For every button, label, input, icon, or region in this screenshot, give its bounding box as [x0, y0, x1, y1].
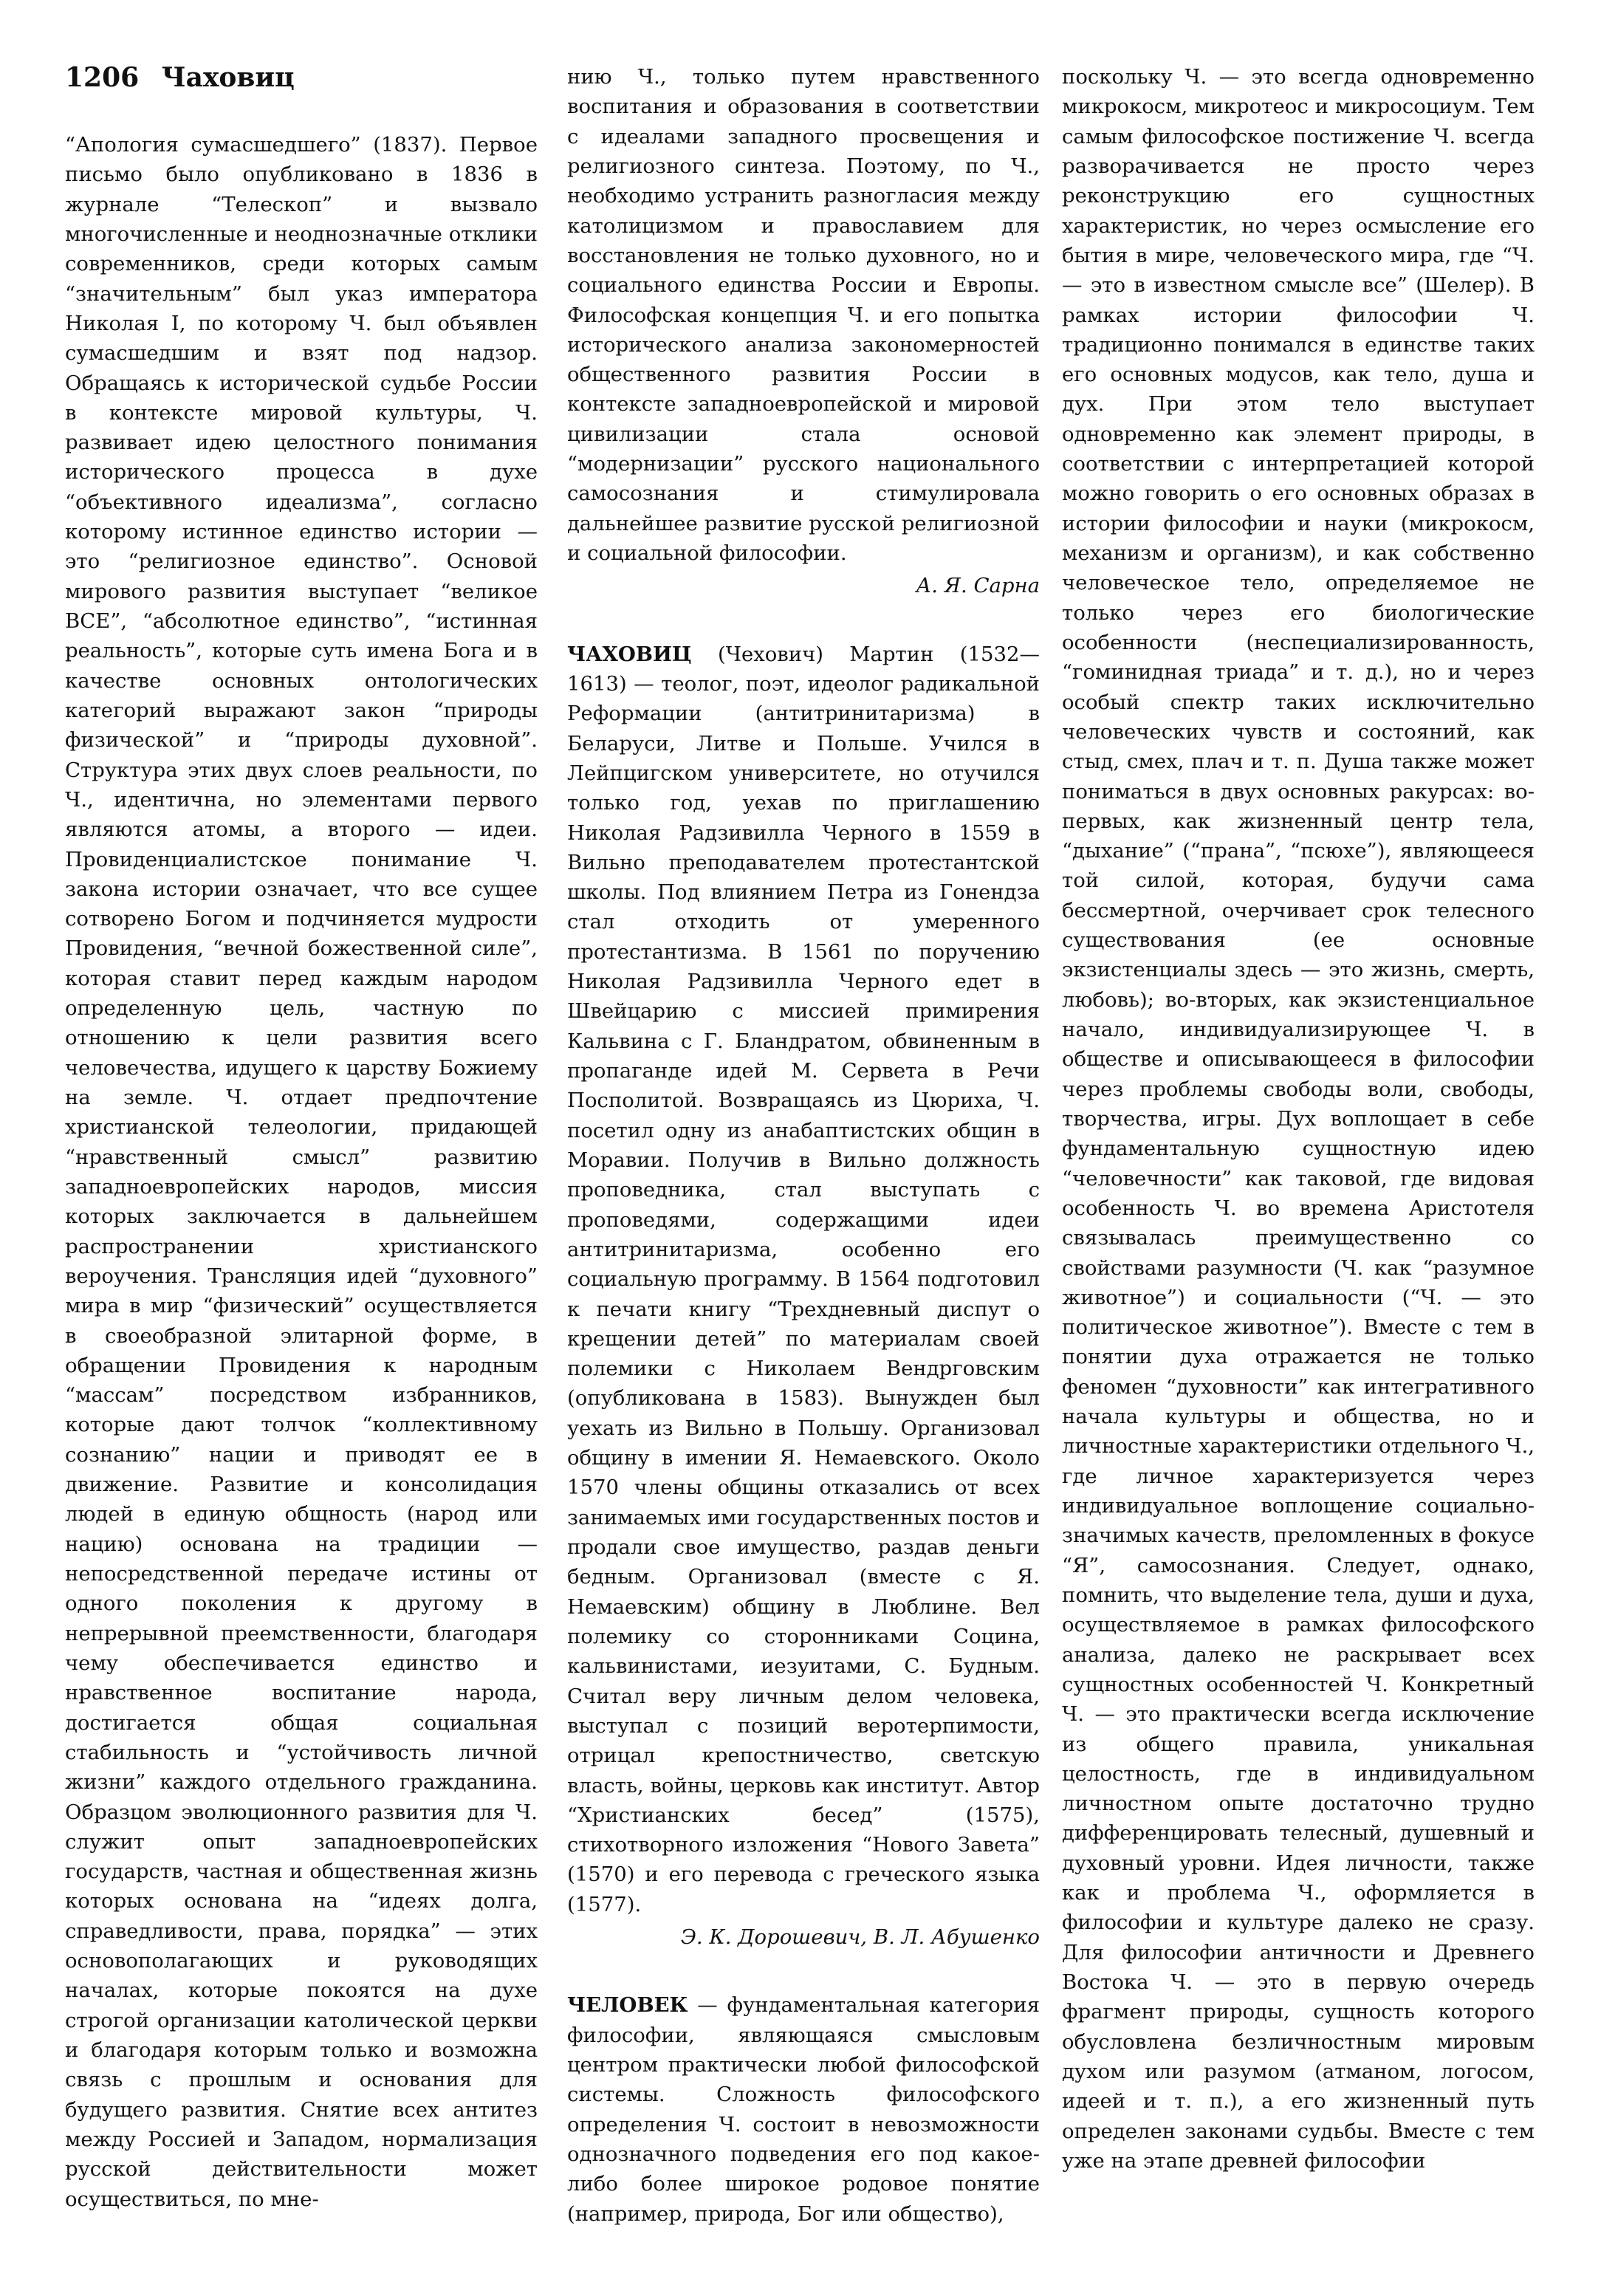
entry-headword: ЧЕЛОВЕК: [567, 1993, 688, 2018]
article-author: А. Я. Сарна: [916, 574, 1040, 598]
column-3: [1062, 62, 1535, 2176]
running-head: Чаховиц: [161, 62, 295, 93]
entry-chakhovits: [567, 640, 1040, 1919]
article-text: поскольку Ч. — это всегда одновременно микрокосм, микротеос и микросоциум. Тем самым философское постижение Ч. всегда разворачивается не просто через реконструкцию его сущностных характеристик, но через осмысление его бытия в мире, человеческого мира, где “Ч. — это в известном смысле все” (Шелер). В рамках истории философии Ч. традиционно понимался в единстве таких его основных модусов, как тело, душа и дух. При этом тело выступает одновременно как элемент природы, в соответствии с интерпретацией которой можно говорить о его основных образах в истории философии и науки (микрокосм, механизм и организм), и как собственно человеческое тело, определяемое не только через его биологические особенности (неспециализированность, “гоминидная триада” и т. д.), но и через особый спектр таких исключительно человеческих чувств и состояний, как стыд, смех, плач и т. п. Душа также может пониматься в двух основных ракурсах: во-первых, как жизненный центр тела, “дыхание” (“прана”, “псюхе”), являющееся той силой, которая, будучи сама бессмертной, очерчивает срок телесного существования (ее основные экзистенциалы здесь — это жизнь, смерть, любовь); во-вторых, как экзистенциальное начало, индивидуализирующее Ч. в обществе и описывающееся в философии через проблемы свободы воли, свободы, творчества, игры. Дух воплощает в себе фундаментальную сущностную идею “человечности” как таковой, где видовая особенность Ч. во времена Аристотеля связывалась преимущественно со свойствами разумности (Ч. как “разумное животное”) и социальности (“Ч. — это политическое животное”). Вместе с тем в понятии духа отражается не только феномен “духовности” как интегративного начала культуры и общества, но и личностные характеристики отдельного Ч., где личное характеризуется через индивидуальное воплощение социально-значимых качеств, преломленных в фокусе “Я”, самосознания. Следует, однако, помнить, что выделение тела, души и духа, осуществляемое в рамках философского анализа, далеко не раскрывает всех сущностных особенностей Ч. Конкретный Ч. — это практически всегда исключение из общего правила, уникальная целостность, где в индивидуальном личностном опыте достаточно трудно дифференцировать телесный, душевный и духовный уровни. Идея личности, также как и проблема Ч., оформляется в философии и культуре далеко не сразу. Для философии античности и Древнего Востока Ч. — это в первую очередь фрагмент природы, сущность которого обусловлена безличностным мировым духом или разумом (атманом, логосом, идеей и т. п.), а его жизненный путь определен законами судьбы. Вместе с тем уже на этапе древней философии: [1062, 65, 1535, 2173]
entry-headword: ЧАХОВИЦ: [567, 642, 692, 666]
entry-text: — фундаментальная категория философии, являющаяся смысловым центром практически любой философской системы. Сложность философского определения Ч. состоит в невозможности однозначного подведения его под какое-либо более широкое родовое понятие (например, природа, Бог или общество),: [567, 1993, 1040, 2226]
article-author: Э. К. Дорошевич, В. Л. Абушенко: [680, 1925, 1040, 1950]
article-text: нию Ч., только путем нравственного воспитания и образования в соответствии с идеалами западного просвещения и религиозного синтеза. Поэтому, по Ч., необходимо устранить разногласия между католицизмом и православием для восстановления не только духовного, но и социального единства России и Европы. Философская концепция Ч. и его попытка исторического анализа закономерностей общественного развития России в контексте западноевропейской и мировой цивилизации стала основой “модернизации” русского национального самосознания и стимулировала дальнейшее развитие русской религиозной и социальной философии.: [567, 65, 1040, 565]
page-number: 1206: [65, 62, 140, 93]
entry-chelovek: [567, 1990, 1040, 2229]
entry-text: (Чехович) Мартин (1532—1613) — теолог, поэт, идеолог радикальной Реформации (антитринитаризма) в Беларуси, Литве и Польше. Учился в Лейпцигском университете, но отучился только год, уехав по приглашению Николая Радзивилла Черного в 1559 в Вильно преподавателем протестантской школы. Под влиянием Петра из Гонендза стал отходить от умеренного протестантизма. В 1561 по поручению Николая Радзивилла Черного едет в Швейцарию с миссией примирения Кальвина с Г. Бландратом, обвиненным в пропаганде идей М. Сервета в Речи Посполитой. Возвращаясь из Цюриха, Ч. посетил одну из анабаптистских общин в Моравии. Получив в Вильно должность проповедника, стал выступать с проповедями, содержащими идеи антитринитаризма, особенно его социальную программу. В 1564 подготовил к печати книгу “Трехдневный диспут о крещении детей” по материалам своей полемики с Николаем Вендрговским (опубликована в 1583). Вынужден был уехать из Вильно в Польшу. Организовал общину в имении Я. Немаевского. Около 1570 члены общины отказались от всех занимаемых ими государственных постов и продали свое имущество, раздав деньги бедным. Организовал (вместе с Я. Немаевским) общину в Люблине. Вел полемику со сторонниками Социна, кальвинистами, иезуитами, С. Будным. Считал веру личным делом человека, выступал с позиций веротерпимости, отрицал крепостничество, светскую власть, войны, церковь как институт. Автор “Христианских бесед” (1575), стихотворного изложения “Нового Завета” (1570) и его перевода с греческого языка (1577).: [567, 642, 1040, 1916]
article-text: “Апология сумасшедшего” (1837). Первое письмо было опубликовано в 1836 в журнале “Телескоп” и вызвало многочисленные и неоднозначные отклики современников, среди которых самым “значительным” был указ императора Николая I, по которому Ч. был объявлен сумасшедшим и взят под надзор. Обращаясь к исторической судьбе России в контексте мировой культуры, Ч. развивает идею целостного понимания исторического процесса в духе “объективного идеализма”, согласно которому истинное единство истории — это “религиозное единство”. Основой мирового развития выступает “великое ВСЕ”, “абсолютное единство”, “истинная реальность”, которые суть имена Бога и в качестве основных онтологических категорий выражают закон “природы физической” и “природы духовной”. Структура этих двух слоев реальности, по Ч., идентична, но элементами первого являются атомы, а второго — идеи. Провиденциалистское понимание Ч. закона истории означает, что все сущее сотворено Богом и подчиняется мудрости Провидения, “вечной божественной силе”, которая ставит перед каждым народом определенную цель, частную по отношению к цели развития всего человечества, идущего к царству Божиему на земле. Ч. отдает предпочтение христианской телеологии, придающей “нравственный смысл” развитию западноевропейских народов, миссия которых заключается в дальнейшем распространении христианского вероучения. Трансляция идей “духовного” мира в мир “физический” осуществляется в своеобразной элитарной форме, в обращении Провидения к народным “массам” посредством избранников, которые дают толчок “коллективному сознанию” нации и приводят ее в движение. Развитие и консолидация людей в единую общность (народ или нацию) основана на традиции — непосредственной передаче истины от одного поколения к другому в непрерывной преемственности, благодаря чему обеспечивается единство и нравственное воспитание народа, достигается общая социальная стабильность и “устойчивость личной жизни” каждого отдельного гражданина. Образцом эволюционного развития для Ч. служит опыт западноевропейских государств, частная и общественная жизнь которых основана на “идеях долга, справедливости, права, порядка” — этих основополагающих и руководящих началах, которые покоятся на духе строгой организации католической церкви и благодаря которым только и возможна связь с прошлым и основания для будущего развития. Снятие всех антитез между Россией и Западом, нормализация русской действительности может осуществиться, по мне-: [65, 133, 538, 2211]
column-2: [567, 62, 1040, 2229]
page-header: [65, 62, 308, 93]
column-1: [65, 130, 538, 2214]
